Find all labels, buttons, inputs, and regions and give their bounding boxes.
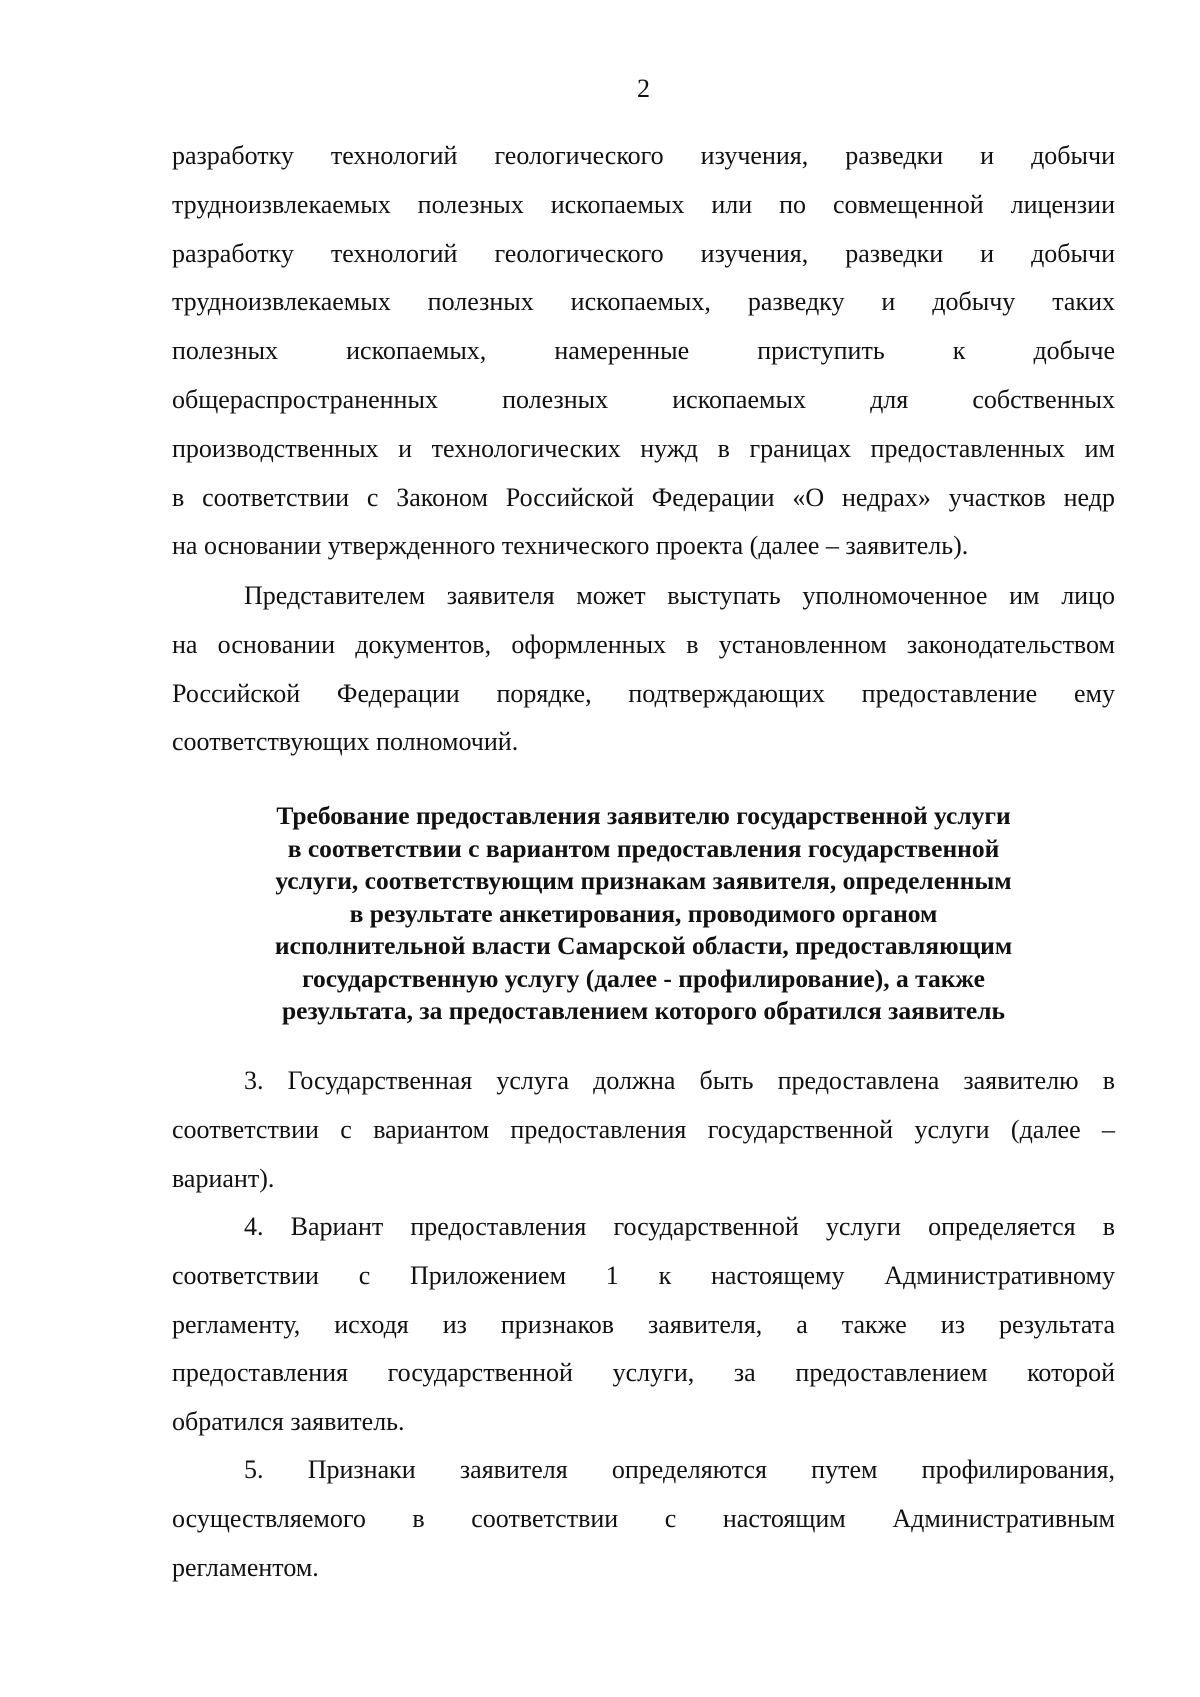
item-5: [172, 1446, 1115, 1592]
paragraph-line: производственных и технологических нужд в границах предоставленных им: [172, 433, 1115, 463]
paragraph-line: трудноизвлекаемых полезных ископаемых или по совмещенной лицензии: [172, 189, 1115, 219]
paragraph-line: полезных ископаемых, намеренные приступить к добыче: [172, 336, 1115, 366]
paragraph-line: разработку технологий геологического изучения, разведки и добычи: [172, 238, 1115, 268]
paragraph-line: трудноизвлекаемых полезных ископаемых, разведку и добычу таких: [172, 287, 1115, 317]
paragraph-line: общераспространенных полезных ископаемых для собственных: [172, 384, 1115, 414]
paragraph-line: Российской Федерации порядке, подтверждающих предоставление ему: [172, 678, 1115, 708]
paragraph-line: в соответствии с Законом Российской Федерации «О недрах» участков недр: [172, 482, 1115, 512]
paragraph-line: предоставления государственной услуги, за предоставлением которой: [172, 1358, 1115, 1388]
paragraph-line: регламенту, исходя из признаков заявителя, а также из результата: [172, 1309, 1115, 1339]
paragraph-line: разработку технологий геологического изучения, разведки и добычи: [172, 141, 1115, 170]
paragraph-line: соответствии с вариантом предоставления государственной услуги (далее –: [172, 1114, 1115, 1144]
paragraph-line: 4. Вариант предоставления государственной услуги определяется в: [244, 1212, 1115, 1241]
paragraph-line: на основании документов, оформленных в установленном законодательством: [172, 629, 1115, 659]
paragraph-line: осуществляемого в соответствии с настоящим Административным: [172, 1503, 1115, 1533]
paragraph-1: [172, 132, 1115, 571]
heading-line: услуги, соответствующим признакам заявителя, определенным: [275, 866, 1012, 895]
heading-line: в результате анкетирования, проводимого органом: [349, 898, 938, 928]
paragraph-line: обратился заявитель.: [172, 1407, 405, 1437]
item-3: [172, 1057, 1115, 1203]
section-heading: [172, 800, 1115, 1028]
paragraph-line: соответствующих полномочий.: [172, 727, 519, 757]
heading-line: Требование предоставления заявителю государственной услуги: [276, 801, 1011, 830]
paragraph-representative: [172, 572, 1115, 767]
paragraph-line: соответствии с Приложением 1 к настоящему Административному: [172, 1260, 1115, 1290]
paragraph-line: на основании утвержденного технического проекта (далее – заявитель).: [172, 531, 969, 561]
paragraph-line: регламентом.: [172, 1552, 319, 1582]
paragraph-line: 3. Государственная услуга должна быть предоставлена заявителю в: [244, 1066, 1115, 1095]
heading-line: государственную услугу (далее - профилирование), а также: [302, 963, 985, 993]
item-4: [172, 1203, 1115, 1447]
paragraph-line: Представителем заявителя может выступать уполномоченное им лицо: [244, 581, 1115, 610]
paragraph-line: 5. Признаки заявителя определяются путем профилирования,: [244, 1455, 1115, 1484]
heading-line: результата, за предоставлением которого обратился заявитель: [281, 996, 1006, 1025]
page-number: 2: [637, 74, 650, 103]
paragraph-line: вариант).: [172, 1163, 275, 1193]
heading-line: исполнительной власти Самарской области, предоставляющим: [274, 931, 1013, 960]
heading-line: в соответствии с вариантом предоставления государственной: [287, 833, 1000, 863]
